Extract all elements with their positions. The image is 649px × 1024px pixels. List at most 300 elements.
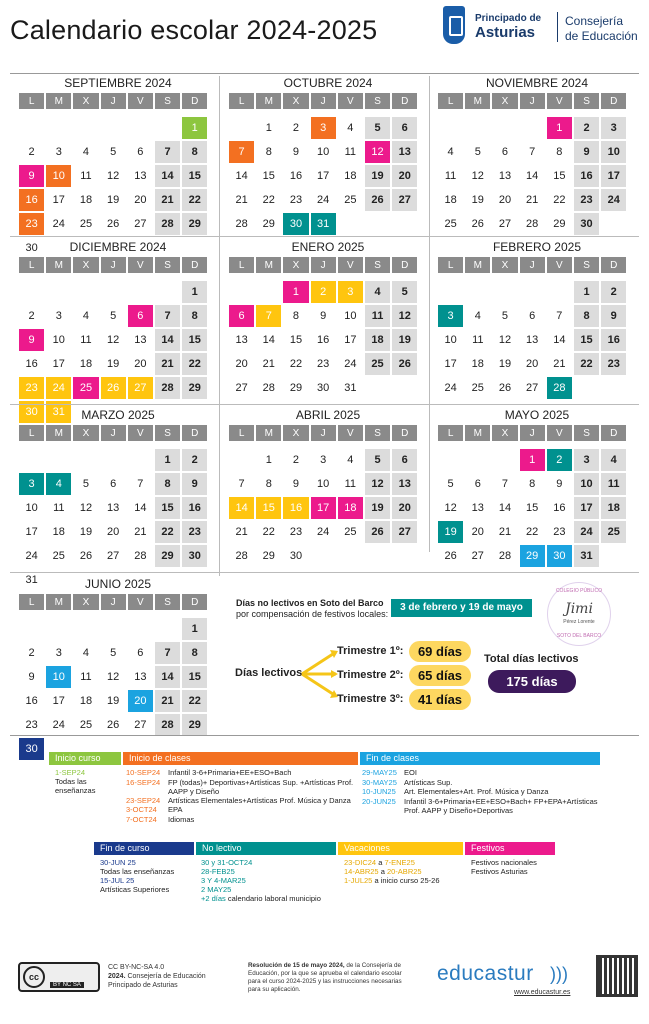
day-cell: 14 — [154, 328, 181, 352]
day-cell: 23 — [18, 212, 45, 236]
day-cell: 4 — [337, 448, 364, 472]
empty-cell — [228, 116, 255, 140]
weekday-header: M — [255, 92, 282, 110]
day-cell: 11 — [437, 164, 464, 188]
day-cell: 24 — [18, 544, 45, 568]
legend-row-date: 29-MAY25 — [362, 768, 397, 777]
day-cell: 29 — [181, 212, 208, 236]
day-cell: 2 — [573, 116, 600, 140]
school-logo-bottom: SOTO DEL BARCO — [556, 633, 602, 639]
total-lectivos-days: 175 días — [488, 670, 576, 693]
day-cell: 20 — [464, 520, 491, 544]
legend-festivos-l1: Festivos nacionales — [471, 858, 537, 867]
day-cell: 17 — [45, 689, 72, 713]
school-logo — [547, 582, 611, 646]
empty-cell — [228, 280, 255, 304]
empty-cell — [18, 280, 45, 304]
trimestre-3-days: 41 días — [409, 689, 471, 710]
day-cell: 13 — [127, 164, 154, 188]
month-title: MAYO 2025 — [504, 408, 570, 422]
day-cell: 10 — [310, 140, 337, 164]
day-cell: 22 — [255, 188, 282, 212]
footer-res-text: de la Consejería de Educación, por la que se aprueba el calendario escolar para el curso 2024-2025 y las instrucciones necesarias para su aplicación. — [248, 962, 402, 993]
dias-lectivos-label: Días lectivos — [235, 667, 303, 679]
legend-vacaciones-l1 — [344, 858, 415, 867]
weekday-header: J — [310, 424, 337, 442]
day-cell: 13 — [127, 328, 154, 352]
empty-cell — [337, 212, 364, 236]
day-cell: 20 — [519, 352, 546, 376]
day-cell: 27 — [464, 544, 491, 568]
day-cell: 29 — [255, 212, 282, 236]
day-cell: 3 — [310, 116, 337, 140]
empty-cell — [127, 617, 154, 641]
day-cell: 23 — [18, 713, 45, 737]
day-cell: 1 — [255, 448, 282, 472]
day-cell: 27 — [228, 376, 255, 400]
vac-date: 7-ENE25 — [384, 858, 415, 867]
day-cell: 21 — [491, 520, 518, 544]
day-cell: 7 — [519, 140, 546, 164]
top-divider — [10, 73, 639, 74]
day-cell: 17 — [310, 496, 337, 520]
school-logo-name: Jimi — [565, 601, 593, 617]
empty-cell — [391, 376, 418, 400]
day-cell: 16 — [600, 328, 627, 352]
day-cell: 2 — [310, 280, 337, 304]
month-8 — [437, 408, 637, 568]
weekday-header: L — [18, 424, 45, 442]
day-cell: 30 — [18, 737, 45, 761]
day-cell: 13 — [391, 140, 418, 164]
day-cell: 14 — [127, 496, 154, 520]
logo-principado: Principado de — [475, 13, 542, 24]
empty-cell — [72, 280, 99, 304]
empty-cell — [573, 376, 600, 400]
weekday-header: D — [181, 593, 208, 611]
empty-cell — [72, 617, 99, 641]
day-cell: 17 — [337, 328, 364, 352]
month-title: ENERO 2025 — [291, 240, 365, 254]
day-cell: 29 — [181, 376, 208, 400]
month-title: JUNIO 2025 — [84, 577, 152, 591]
weekday-header: L — [228, 256, 255, 274]
day-cell: 4 — [600, 448, 627, 472]
day-cell: 18 — [72, 188, 99, 212]
day-cell: 10 — [573, 472, 600, 496]
legend-row-text: Art. Elementales+Art. Prof. Música y Danza — [404, 787, 549, 796]
day-cell: 6 — [228, 304, 255, 328]
day-cell: 6 — [391, 448, 418, 472]
day-cell: 2 — [18, 641, 45, 665]
empty-cell — [45, 448, 72, 472]
day-cell: 3 — [45, 140, 72, 164]
day-cell: 19 — [364, 496, 391, 520]
day-cell: 3 — [600, 116, 627, 140]
day-cell: 12 — [391, 304, 418, 328]
day-cell: 6 — [491, 140, 518, 164]
month-title: NOVIEMBRE 2024 — [485, 76, 589, 90]
day-cell: 31 — [45, 400, 72, 424]
day-cell: 22 — [181, 689, 208, 713]
day-cell: 20 — [127, 352, 154, 376]
day-cell: 10 — [600, 140, 627, 164]
weekday-header: D — [181, 92, 208, 110]
month-grid — [228, 256, 428, 400]
day-cell: 22 — [255, 520, 282, 544]
weekday-header: V — [337, 256, 364, 274]
day-cell: 31 — [573, 544, 600, 568]
legend-row-text: EOI — [404, 768, 417, 777]
empty-cell — [519, 280, 546, 304]
day-cell: 7 — [491, 472, 518, 496]
trimester-arrows-icon — [300, 648, 340, 700]
day-cell: 17 — [18, 520, 45, 544]
day-cell: 21 — [154, 689, 181, 713]
month-6 — [18, 408, 218, 592]
day-cell: 22 — [181, 188, 208, 212]
day-cell: 7 — [154, 140, 181, 164]
day-cell: 6 — [127, 140, 154, 164]
legend-no-lectivo-l3: 3 Y 4-MAR25 — [201, 876, 246, 885]
month-grid — [228, 92, 428, 236]
month-0 — [18, 76, 218, 260]
day-cell: 5 — [364, 116, 391, 140]
trimestre-2-label: Trimestre 2º: — [337, 669, 404, 681]
empty-cell — [45, 116, 72, 140]
weekday-header: V — [127, 256, 154, 274]
weekday-header: X — [491, 256, 518, 274]
day-cell: 1 — [181, 116, 208, 140]
day-cell: 9 — [546, 472, 573, 496]
vac-date: 20-ABR25 — [386, 867, 422, 876]
weekday-header: M — [255, 256, 282, 274]
day-cell: 18 — [600, 496, 627, 520]
day-cell: 25 — [600, 520, 627, 544]
legend-fin-curso-header: Fin de curso — [94, 842, 194, 855]
day-cell: 4 — [72, 304, 99, 328]
day-cell: 24 — [45, 713, 72, 737]
school-logo-sub: Pérez Lorente — [563, 619, 595, 625]
day-cell: 12 — [364, 140, 391, 164]
empty-cell — [45, 617, 72, 641]
day-cell: 19 — [100, 352, 127, 376]
empty-cell — [154, 116, 181, 140]
day-cell: 23 — [282, 188, 309, 212]
day-cell: 24 — [337, 352, 364, 376]
day-cell: 21 — [255, 352, 282, 376]
month-grid — [18, 256, 218, 424]
day-cell: 29 — [282, 376, 309, 400]
day-cell: 14 — [228, 496, 255, 520]
month-grid — [228, 424, 428, 568]
weekday-header: X — [72, 92, 99, 110]
day-cell: 8 — [573, 304, 600, 328]
day-cell: 26 — [391, 352, 418, 376]
vac-sep: a — [378, 858, 383, 867]
cc-circle-icon: cc — [23, 966, 45, 988]
day-cell: 19 — [72, 520, 99, 544]
legend-row-text: EPA — [168, 805, 183, 814]
empty-cell — [391, 212, 418, 236]
legend-festivos-l2: Festivos Asturias — [471, 867, 528, 876]
legend-row — [126, 778, 356, 797]
empty-cell — [600, 376, 627, 400]
day-cell: 29 — [181, 713, 208, 737]
legend-row-text: Idiomas — [168, 814, 195, 824]
day-cell: 16 — [310, 328, 337, 352]
day-cell: 5 — [364, 448, 391, 472]
day-cell: 8 — [181, 304, 208, 328]
legend-row-date: 30-MAY25 — [362, 777, 397, 787]
weekday-header: X — [491, 424, 518, 442]
month-title: MARZO 2025 — [81, 408, 155, 422]
legend-no-lectivo-l5b: calendario laboral municipio — [227, 894, 321, 903]
day-cell: 23 — [573, 188, 600, 212]
day-cell: 7 — [154, 641, 181, 665]
day-cell: 27 — [127, 376, 154, 400]
day-cell: 21 — [154, 352, 181, 376]
day-cell: 18 — [337, 164, 364, 188]
day-cell: 12 — [100, 665, 127, 689]
divider — [10, 404, 639, 405]
legend-row-date: 7-OCT24 — [126, 814, 157, 824]
divider — [10, 572, 639, 573]
day-cell: 26 — [100, 212, 127, 236]
weekday-header: L — [18, 256, 45, 274]
day-cell: 5 — [72, 472, 99, 496]
day-cell: 17 — [600, 164, 627, 188]
day-cell: 1 — [519, 448, 546, 472]
day-cell: 12 — [437, 496, 464, 520]
legend-row — [362, 787, 600, 796]
legend-row-date: 23-SEP24 — [126, 795, 161, 805]
day-cell: 24 — [310, 188, 337, 212]
day-cell: 24 — [45, 376, 72, 400]
legend-row-text: Artísticas Elementales+Artísticas Prof. Música y Danza — [168, 795, 351, 805]
day-cell: 2 — [546, 448, 573, 472]
weekday-header: S — [154, 593, 181, 611]
month-grid — [18, 424, 218, 592]
weekday-header: M — [45, 256, 72, 274]
day-cell: 23 — [282, 520, 309, 544]
empty-cell — [18, 116, 45, 140]
day-cell: 9 — [18, 665, 45, 689]
day-cell: 2 — [282, 448, 309, 472]
day-cell: 4 — [337, 116, 364, 140]
empty-cell — [546, 280, 573, 304]
footer-url[interactable]: www.educastur.es — [514, 989, 571, 996]
page-title: Calendario escolar 2024-2025 — [10, 15, 378, 45]
day-cell: 8 — [519, 472, 546, 496]
weekday-header: D — [181, 424, 208, 442]
day-cell: 19 — [437, 520, 464, 544]
weekday-header: J — [310, 92, 337, 110]
month-title: SEPTIEMBRE 2024 — [64, 76, 172, 90]
month-grid — [437, 92, 637, 236]
day-cell: 25 — [72, 376, 99, 400]
day-cell: 20 — [391, 164, 418, 188]
day-cell: 12 — [72, 496, 99, 520]
day-cell: 15 — [154, 496, 181, 520]
day-cell: 1 — [181, 280, 208, 304]
day-cell: 5 — [100, 641, 127, 665]
day-cell: 11 — [72, 328, 99, 352]
vac-sep: a inicio curso 25-26 — [374, 876, 440, 885]
empty-cell — [437, 448, 464, 472]
empty-cell — [364, 376, 391, 400]
day-cell: 14 — [519, 164, 546, 188]
legend-row — [126, 768, 356, 777]
day-cell: 7 — [546, 304, 573, 328]
day-cell: 25 — [337, 520, 364, 544]
legend-inicio-clases-header: Inicio de clases — [123, 752, 358, 765]
day-cell: 8 — [255, 140, 282, 164]
day-cell: 15 — [573, 328, 600, 352]
legend-vacaciones-l3 — [344, 876, 440, 885]
day-cell: 26 — [491, 376, 518, 400]
month-title: FEBRERO 2025 — [492, 240, 582, 254]
weekday-header: L — [437, 256, 464, 274]
day-cell: 19 — [364, 164, 391, 188]
empty-cell — [228, 448, 255, 472]
day-cell: 25 — [72, 212, 99, 236]
weekday-header: M — [45, 593, 72, 611]
day-cell: 8 — [255, 472, 282, 496]
empty-cell — [364, 212, 391, 236]
day-cell: 12 — [464, 164, 491, 188]
trimestre-3-label: Trimestre 3º: — [337, 693, 404, 705]
day-cell: 6 — [519, 304, 546, 328]
day-cell: 16 — [282, 164, 309, 188]
day-cell: 26 — [364, 188, 391, 212]
educastur-logo: educastur — [437, 962, 534, 985]
day-cell: 15 — [255, 496, 282, 520]
day-cell: 1 — [255, 116, 282, 140]
day-cell: 30 — [310, 376, 337, 400]
logo-educacion: de Educación — [565, 29, 638, 43]
empty-cell — [127, 280, 154, 304]
legend-row-date: 16-SEP24 — [126, 777, 161, 787]
weekday-header: L — [228, 92, 255, 110]
day-cell: 17 — [45, 188, 72, 212]
weekday-header: S — [364, 256, 391, 274]
day-cell: 5 — [391, 280, 418, 304]
day-cell: 25 — [45, 544, 72, 568]
day-cell: 11 — [337, 472, 364, 496]
day-cell: 5 — [100, 140, 127, 164]
day-cell: 7 — [255, 304, 282, 328]
empty-cell — [600, 544, 627, 568]
weekday-header: S — [154, 92, 181, 110]
weekday-header: S — [364, 424, 391, 442]
weekday-header: J — [519, 256, 546, 274]
legend-no-lectivo-l2: 28-FEB25 — [201, 867, 235, 876]
day-cell: 3 — [310, 448, 337, 472]
day-cell: 29 — [154, 544, 181, 568]
empty-cell — [100, 116, 127, 140]
day-cell: 23 — [546, 520, 573, 544]
day-cell: 25 — [337, 188, 364, 212]
day-cell: 29 — [546, 212, 573, 236]
day-cell: 26 — [100, 713, 127, 737]
empty-cell — [364, 544, 391, 568]
day-cell: 24 — [573, 520, 600, 544]
day-cell: 28 — [154, 212, 181, 236]
day-cell: 27 — [127, 713, 154, 737]
day-cell: 15 — [282, 328, 309, 352]
weekday-header: X — [491, 92, 518, 110]
day-cell: 10 — [45, 665, 72, 689]
empty-cell — [127, 116, 154, 140]
weekday-header: D — [391, 256, 418, 274]
day-cell: 28 — [255, 376, 282, 400]
footer-res-bold: Resolución de 15 de mayo 2024, — [248, 962, 345, 969]
day-cell: 23 — [18, 376, 45, 400]
day-cell: 16 — [18, 689, 45, 713]
legend-inicio-curso-text1: Todas las — [55, 777, 87, 786]
weekday-header: D — [391, 424, 418, 442]
day-cell: 7 — [228, 140, 255, 164]
day-cell: 10 — [18, 496, 45, 520]
day-cell: 18 — [364, 328, 391, 352]
day-cell: 27 — [519, 376, 546, 400]
day-cell: 9 — [18, 328, 45, 352]
empty-cell — [337, 544, 364, 568]
day-cell: 9 — [573, 140, 600, 164]
day-cell: 10 — [45, 328, 72, 352]
day-cell: 1 — [181, 617, 208, 641]
empty-cell — [72, 116, 99, 140]
day-cell: 18 — [72, 352, 99, 376]
divider — [219, 76, 220, 576]
legend-inicio-curso-text2: enseñanzas — [55, 786, 96, 795]
weekday-header: J — [100, 256, 127, 274]
empty-cell — [18, 448, 45, 472]
day-cell: 17 — [45, 352, 72, 376]
day-cell: 24 — [310, 520, 337, 544]
day-cell: 10 — [437, 328, 464, 352]
legend-festivos-header: Festivos — [465, 842, 555, 855]
empty-cell — [464, 116, 491, 140]
day-cell: 25 — [364, 352, 391, 376]
footer-cc-org-name: Consejería de Educación — [127, 973, 206, 980]
day-cell: 7 — [154, 304, 181, 328]
day-cell: 31 — [18, 568, 45, 592]
weekday-header: L — [18, 593, 45, 611]
logo-separator — [557, 12, 558, 42]
day-cell: 30 — [181, 544, 208, 568]
legend-fin-curso-l3: 15-JUL 25 — [100, 876, 135, 885]
day-cell: 20 — [100, 520, 127, 544]
day-cell: 13 — [391, 472, 418, 496]
footer-cc-org — [108, 972, 206, 981]
weekday-header: V — [337, 424, 364, 442]
day-cell: 6 — [391, 116, 418, 140]
legend-row-text: Infantil 3-6+Primaria+EE+ESO+Bach — [168, 768, 292, 777]
footer-resolucion — [248, 962, 408, 994]
day-cell: 15 — [181, 665, 208, 689]
weekday-header: V — [546, 424, 573, 442]
day-cell: 4 — [72, 140, 99, 164]
day-cell: 12 — [100, 164, 127, 188]
empty-cell — [72, 448, 99, 472]
no-lectivos-line1: Días no lectivos en Soto del Barco — [236, 598, 384, 608]
day-cell: 23 — [181, 520, 208, 544]
day-cell: 11 — [600, 472, 627, 496]
no-lectivos-line2: por compensación de festivos locales: — [236, 609, 389, 619]
empty-cell — [255, 280, 282, 304]
